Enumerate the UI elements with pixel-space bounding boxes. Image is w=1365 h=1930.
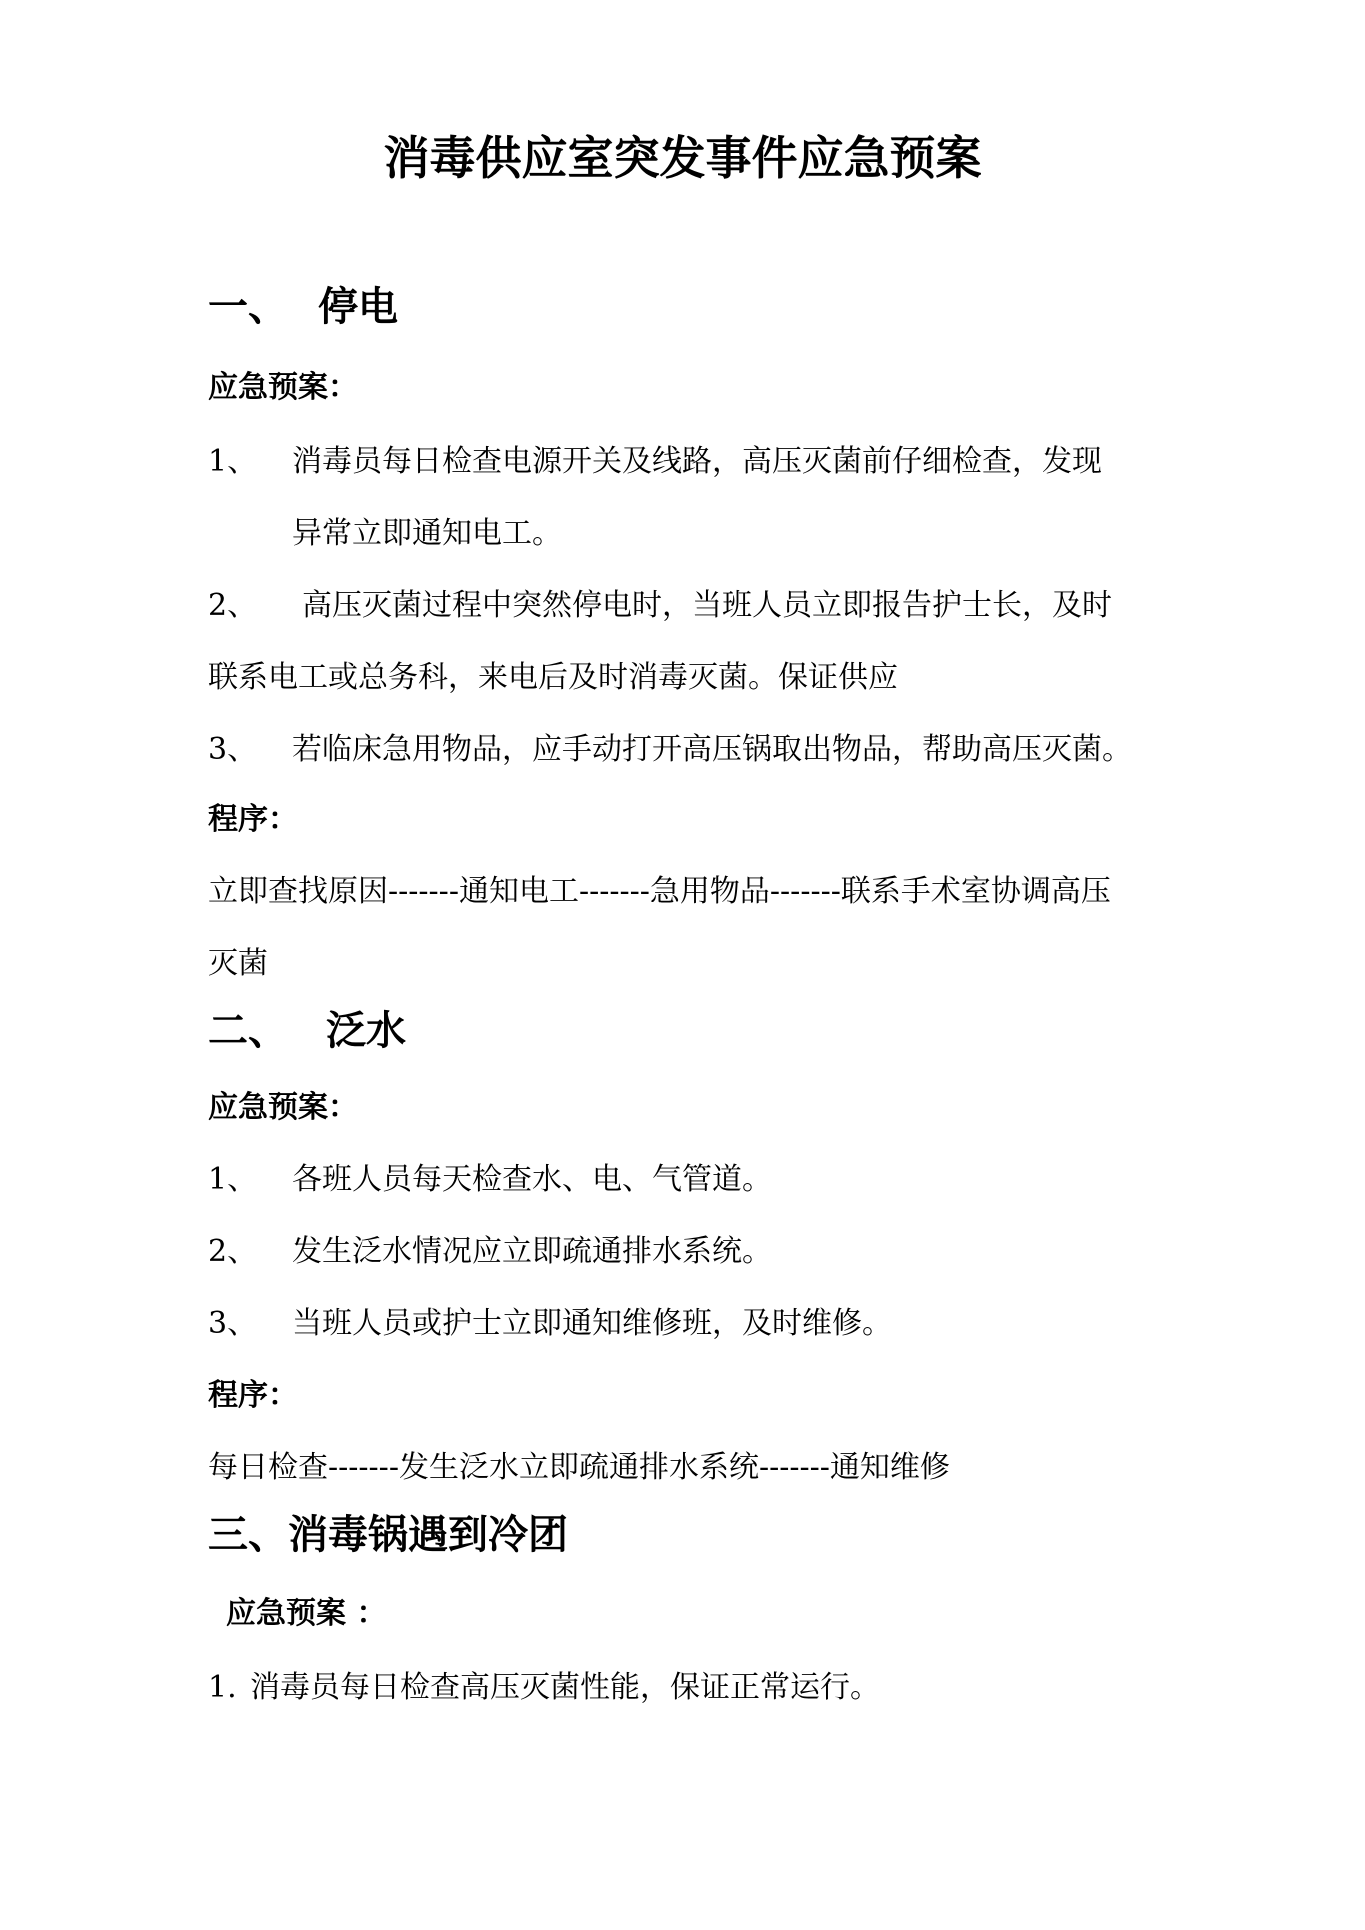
item-line: 当班人员或护士立即通知维修班，及时维修。 [292,1306,892,1341]
section-heading-power-outage [208,280,398,334]
document-title: 消毒供应室突发事件应急预案 [383,131,982,185]
section-number: 一、 [208,284,288,330]
plan-label: 应急预案 ： [226,1596,387,1631]
item-line: 高压灭菌过程中突然停电时，当班人员立即报告护士长，及时 [302,588,1112,623]
item-number: 2、 [208,1234,258,1269]
item-number: 3、 [208,1306,258,1341]
procedure-label: 程序： [208,802,298,837]
item-line: 消毒员每日检查电源开关及线路，高压灭菌前仔细检查，发现 [292,444,1102,479]
section-title: 消毒锅遇到冷团 [288,1512,568,1558]
section-number: 三、 [208,1512,288,1558]
item-line: 发生泛水情况应立即疏通排水系统。 [292,1234,772,1269]
item-line: 各班人员每天检查水、电、气管道。 [292,1162,772,1197]
item-line: 异常立即通知电工。 [292,516,562,551]
item-number: 3、 [208,732,258,767]
plan-label: 应急预案： [208,1090,358,1125]
section-title: 泛水 [326,1008,406,1054]
plan-label: 应急预案： [208,370,358,405]
item-line: 若临床急用物品，应手动打开高压锅取出物品，帮助高压灭菌。 [292,732,1132,767]
section-title: 停电 [318,284,398,330]
section-number: 二、 [208,1008,288,1054]
item-line: 联系电工或总务科，来电后及时消毒灭菌。保证供应 [208,660,898,695]
section-heading-sterilizer-cold-spot [208,1508,568,1562]
item-number: 1、 [208,444,258,479]
section-heading-flooding [208,1004,406,1058]
procedure-label: 程序： [208,1378,298,1413]
item-number: 1、 [208,1162,258,1197]
item-number: 2、 [208,588,258,623]
procedure-line: 每日检查-------发生泛水立即疏通排水系统-------通知维修 [208,1450,950,1485]
procedure-line: 灭菌 [208,946,268,981]
item-line: 消毒员每日检查高压灭菌性能，保证正常运行。 [250,1670,880,1705]
item-number: 1. [208,1670,237,1705]
procedure-line: 立即查找原因-------通知电工-------急用物品-------联系手术室协调高压 [208,874,1111,909]
